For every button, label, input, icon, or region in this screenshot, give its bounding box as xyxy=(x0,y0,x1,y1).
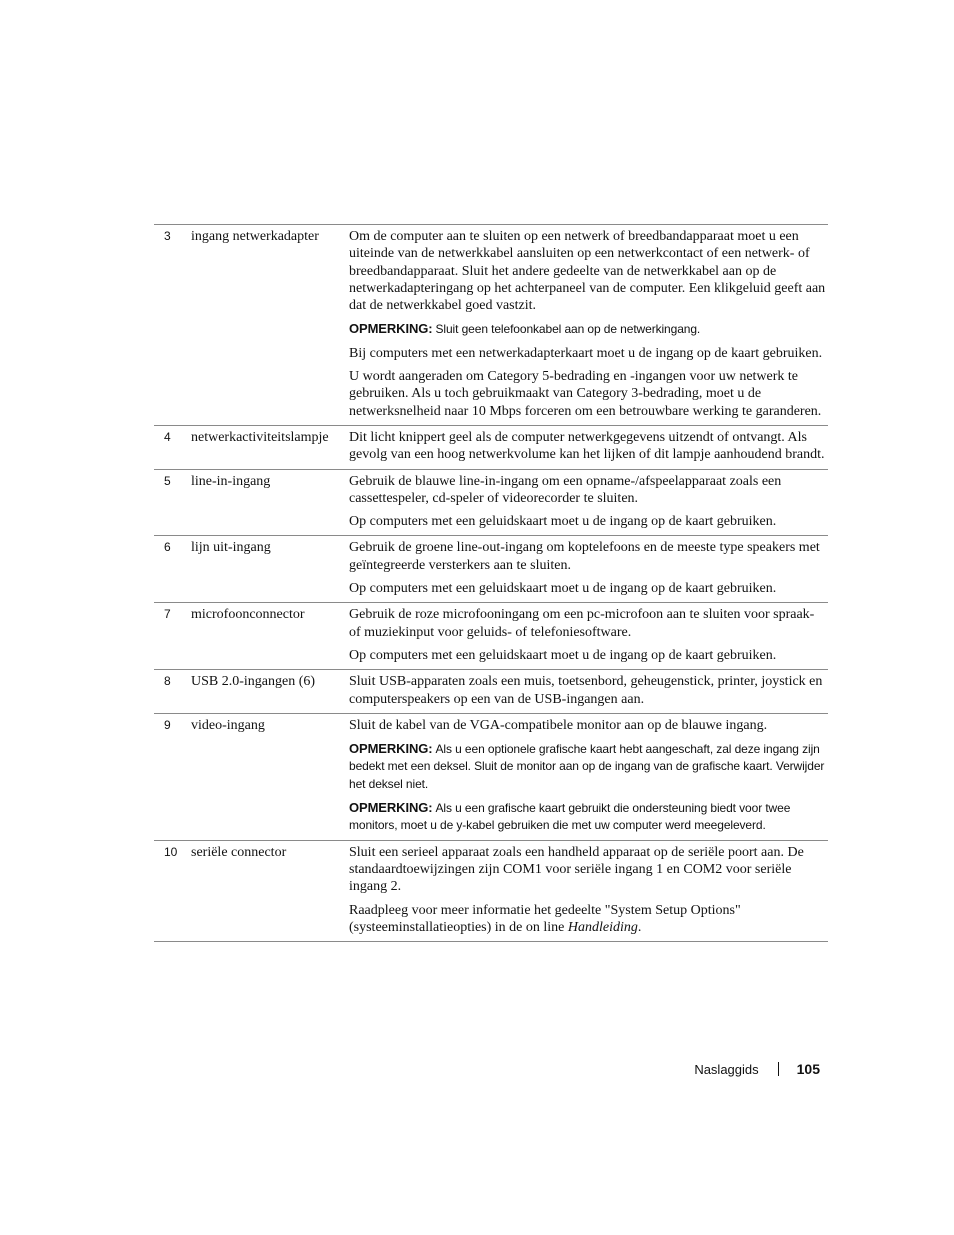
description-paragraph: Op computers met een geluidskaart moet u de ingang op de kaart gebruiken. xyxy=(349,647,777,663)
note-text: Als u een optionele grafische kaart hebt aangeschaft, zal deze ingang zijn bedekt met een deksel. Sluit de monitor aan op de ingang van de grafische kaart. Verwijder het deksel niet. xyxy=(349,742,825,791)
connector-description xyxy=(349,473,828,531)
connector-description xyxy=(349,717,828,835)
row-number: 10 xyxy=(164,844,178,859)
connector-name: lijn uit-ingang xyxy=(191,540,271,556)
table-row xyxy=(154,225,828,426)
description-paragraph: Bij computers met een netwerkadapterkaart moet u de ingang op de kaart gebruiken. xyxy=(349,345,823,361)
connector-description xyxy=(349,606,828,664)
note-label: OPMERKING: xyxy=(349,800,433,816)
description-paragraph: Sluit een serieel apparaat zoals een handheld apparaat op de seriële poort aan. De standaardtoewijzingen zijn COM1 voor seriële ingang 1 en COM2 voor seriële ingang 2. xyxy=(349,844,804,895)
connector-name: video-ingang xyxy=(191,717,265,733)
row-number: 7 xyxy=(164,607,171,622)
note-label: OPMERKING: xyxy=(349,321,433,337)
row-number: 9 xyxy=(164,717,171,732)
connector-description xyxy=(349,429,828,464)
manual-title: Handleiding xyxy=(567,919,638,935)
connector-description xyxy=(349,228,828,420)
note xyxy=(349,320,828,338)
page-number: 105 xyxy=(796,1061,820,1077)
connector-name: microfoonconnector xyxy=(191,607,305,623)
description-paragraph: Dit licht knippert geel als de computer netwerkgegevens uitzendt of ontvangt. Als gevolg van een hoog netwerkvolume kan het lijken of dit lampje aanhoudend brandt. xyxy=(349,429,825,463)
row-number: 8 xyxy=(164,674,171,689)
description-paragraph: U wordt aangeraden om Category 5-bedrading en -ingangen voor uw netwerk te gebruiken. Als u toch gebruikmaakt van Category 3-bedrading, moet u de netwerksnelheid naar 10 Mbps forceren om een betrouwbare werking te garanderen. xyxy=(349,369,822,419)
table-row xyxy=(154,536,828,603)
connector-name: netwerkactiviteitslampje xyxy=(191,429,329,445)
description-paragraph: Gebruik de roze microfooningang om een pc-microfoon aan te sluiten voor spraak- of muziekinput voor geluids- of telefoniesoftware. xyxy=(349,607,815,640)
note xyxy=(349,799,828,835)
description-paragraph: Sluit de kabel van de VGA-compatibele monitor aan op de blauwe ingang. xyxy=(349,717,768,733)
note-text: Als u een grafische kaart gebruikt die ondersteuning biedt voor twee monitors, moet u de y-kabel gebruiken die met uw computer werd meegeleverd. xyxy=(349,801,791,833)
row-number: 3 xyxy=(164,229,171,243)
footer-section-title: Naslaggids xyxy=(694,1061,759,1077)
row-number: 6 xyxy=(164,540,171,555)
table-row xyxy=(154,470,828,537)
description-paragraph: Sluit USB-apparaten zoals een muis, toetsenbord, geheugenstick, printer, joystick en computerspeakers op een van de USB-ingangen aan. xyxy=(349,674,823,707)
note-text: Sluit geen telefoonkabel aan op de netwerkingang. xyxy=(435,322,701,337)
connector-name: line-in-ingang xyxy=(191,473,271,489)
note-label: OPMERKING: xyxy=(349,741,433,757)
description-paragraph: Op computers met een geluidskaart moet u de ingang op de kaart gebruiken. xyxy=(349,514,777,530)
table-row xyxy=(154,841,828,942)
row-number: 5 xyxy=(164,473,171,488)
description-paragraph: Op computers met een geluidskaart moet u de ingang op de kaart gebruiken. xyxy=(349,581,777,597)
table-row xyxy=(154,714,828,841)
connector-description xyxy=(349,844,828,936)
footer-divider xyxy=(778,1062,779,1076)
description-text: Raadpleeg voor meer informatie het gedeelte "System Setup Options" (systeeminstallatieopties) in de on line xyxy=(349,902,741,935)
description-paragraph xyxy=(349,902,828,937)
table-row xyxy=(154,426,828,470)
connector-description xyxy=(349,673,828,708)
description-paragraph: Gebruik de blauwe line-in-ingang om een opname-/afspeelapparaat zoals een cassettespeler, cd-speler of videorecorder te sluiten. xyxy=(349,473,782,506)
connector-name: USB 2.0-ingangen (6) xyxy=(191,674,316,690)
connector-name: ingang netwerkadapter xyxy=(191,229,319,244)
page-footer xyxy=(694,1061,820,1077)
row-number: 4 xyxy=(164,429,171,444)
description-paragraph: Om de computer aan te sluiten op een netwerk of breedbandapparaat moet u een uiteinde van de netwerkkabel aansluiten op een netwerkcontact of een netwerk- of breedbandapparaat. Sluit het andere gedeelte van de netwerkkabel aan op de netwerkadapteringang op het achterpaneel van de computer. Een klikgeluid geeft aan dat de netwerkkabel goed vastzit. xyxy=(349,229,826,314)
connector-name: seriële connector xyxy=(191,844,287,860)
note xyxy=(349,740,828,793)
table-row xyxy=(154,603,828,670)
connector-description xyxy=(349,539,828,597)
description-text-end: . xyxy=(637,919,642,935)
table-row xyxy=(154,670,828,714)
description-paragraph: Gebruik de groene line-out-ingang om koptelefoons en de meeste type speakers met geïntegreerde versterkers aan te sluiten. xyxy=(349,540,820,573)
connector-table xyxy=(154,224,828,942)
